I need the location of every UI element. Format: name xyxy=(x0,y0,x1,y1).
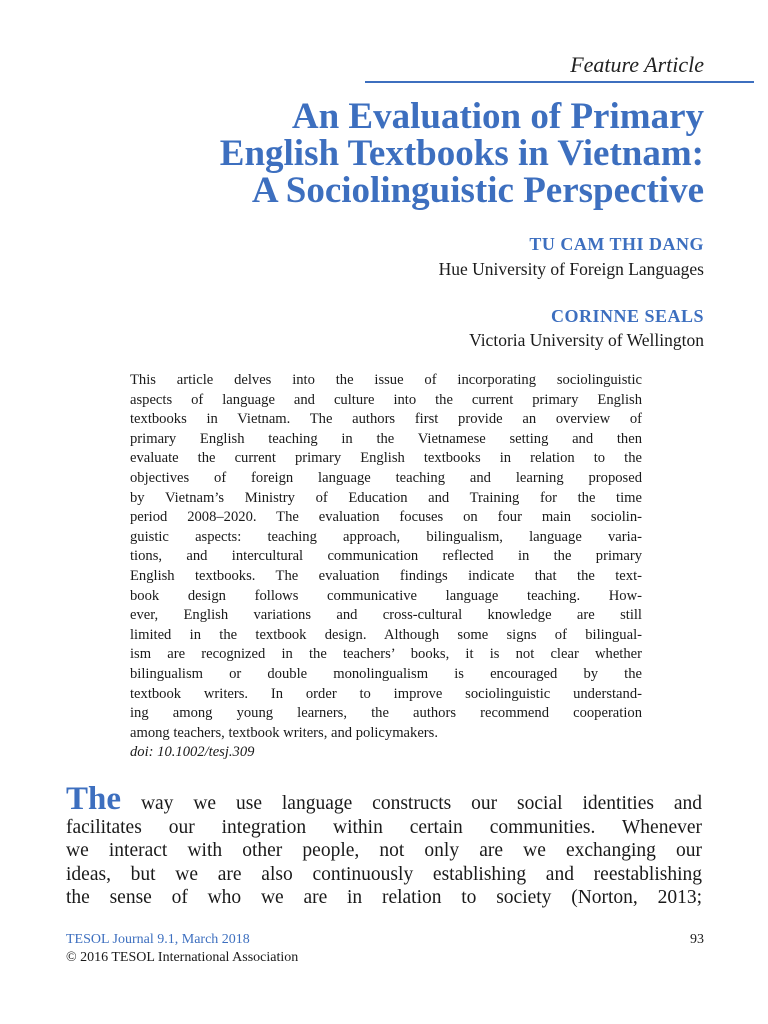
abstract-line: evaluate the current primary English textbooks in relation to the xyxy=(130,450,642,467)
abstract-line: among teachers, textbook writers, and policymakers. xyxy=(130,724,438,741)
abstract-line: aspects of language and culture into the current primary English xyxy=(130,391,642,408)
article-title xyxy=(64,98,704,209)
abstract-line: textbooks in Vietnam. The authors first provide an overview of xyxy=(130,411,642,428)
author-name: TU CAM THI DANG xyxy=(529,234,704,254)
abstract-line: limited in the textbook design. Although some signs of bilingual- xyxy=(130,626,642,643)
abstract-line: English textbooks. The evaluation findings indicate that the text- xyxy=(130,567,642,584)
abstract-line: primary English teaching in the Vietnamese setting and then xyxy=(130,430,642,447)
author-affiliation: Hue University of Foreign Languages xyxy=(438,259,704,279)
body-text xyxy=(66,781,703,910)
header-rule xyxy=(365,81,754,83)
abstract-line: ing among young learners, the authors recommend cooperation xyxy=(130,705,642,722)
abstract-line: period 2008–2020. The evaluation focuses on four main sociolin- xyxy=(130,509,642,526)
title-line: A Sociolinguistic Perspective xyxy=(251,170,704,211)
author-name: CORINNE SEALS xyxy=(550,306,704,326)
abstract xyxy=(130,371,642,743)
body-line: facilitates our integration within certain communities. Whenever xyxy=(66,816,702,838)
abstract-line: bilingualism or double monolingualism is encouraged by the xyxy=(130,665,642,682)
body-line: the sense of who we are in relation to society (Norton, 2013; xyxy=(66,887,702,908)
abstract-line: ever, English variations and cross-cultural knowledge are still xyxy=(130,607,642,624)
footer-copyright: © 2016 TESOL International Association xyxy=(66,950,299,965)
abstract-line: textbook writers. In order to improve sociolinguistic understand- xyxy=(130,685,642,702)
footer-journal: TESOL Journal 9.1, March 2018 xyxy=(66,932,250,947)
abstract-line: ism are recognized in the teachers’ books, it is not clear whether xyxy=(130,646,642,663)
drop-cap-word: The xyxy=(66,781,122,817)
abstract-line: This article delves into the issue of incorporating sociolinguistic xyxy=(130,372,642,388)
body-line: way we use language constructs our social identities and xyxy=(140,793,703,814)
body-line: ideas, but we are also continuously establishing and reestablishing xyxy=(66,863,702,885)
author-affiliation: Victoria University of Wellington xyxy=(469,330,704,350)
section-label: Feature Article xyxy=(570,52,704,77)
abstract-line: guistic aspects: teaching approach, bilingualism, language varia- xyxy=(130,528,642,545)
body-first-line xyxy=(66,781,703,817)
page-number: 93 xyxy=(690,932,704,947)
abstract-line: book design follows communicative language teaching. How- xyxy=(130,587,642,604)
abstract-line: objectives of foreign language teaching and learning proposed xyxy=(130,469,642,486)
abstract-line: by Vietnam’s Ministry of Education and Training for the time xyxy=(130,489,642,506)
doi-link[interactable]: doi: 10.1002/tesj.309 xyxy=(130,744,255,760)
title-line: English Textbooks in Vietnam: xyxy=(219,133,704,174)
body-line: we interact with other people, not only are we exchanging our xyxy=(66,840,702,861)
abstract-line: tions, and intercultural communication reflected in the primary xyxy=(130,548,642,565)
title-line: An Evaluation of Primary xyxy=(291,96,704,137)
